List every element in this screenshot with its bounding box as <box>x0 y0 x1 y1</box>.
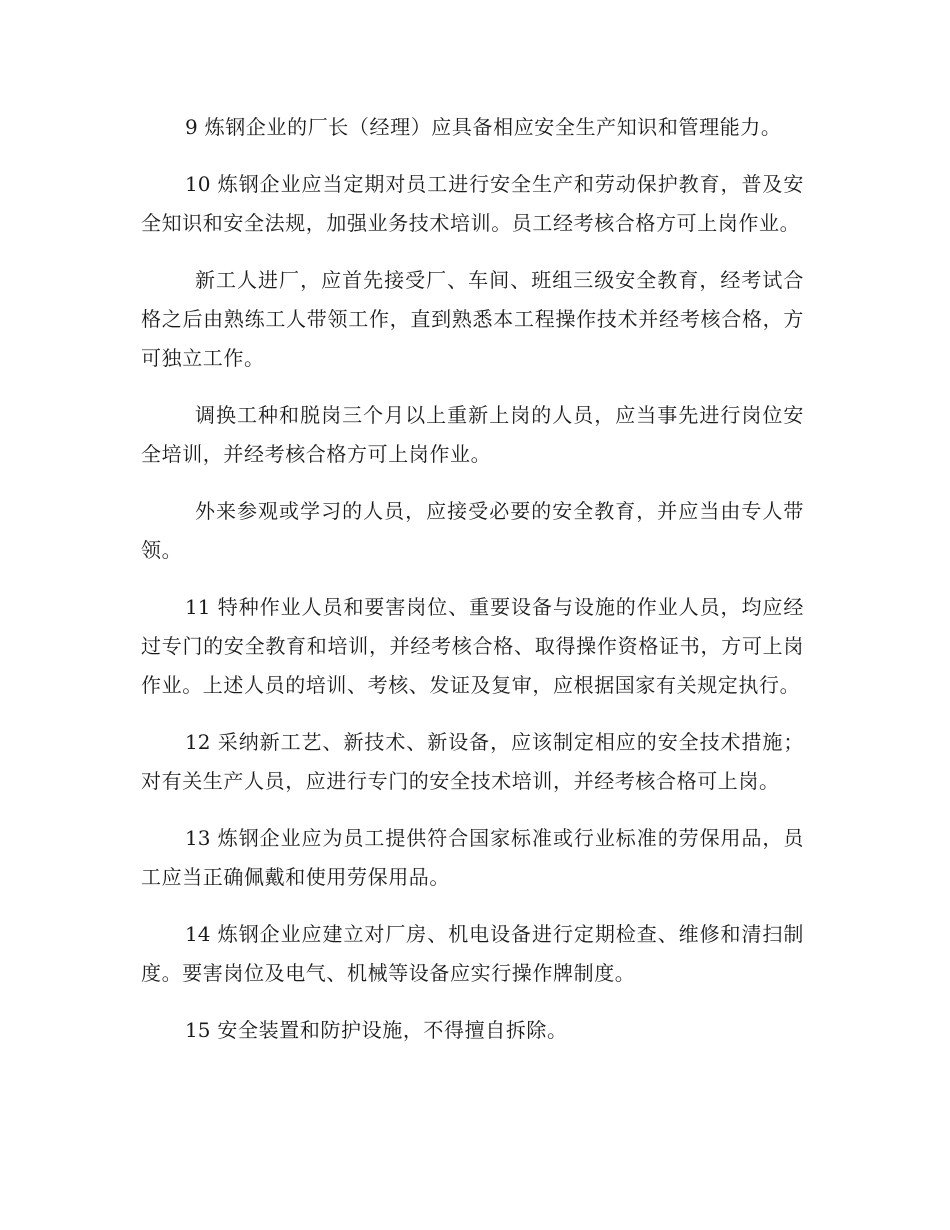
paragraph-15 <box>141 1011 804 1050</box>
paragraph-text: 安全装置和防护设施，不得擅自拆除。 <box>217 1018 568 1042</box>
clause-number: 15 <box>185 1018 211 1042</box>
paragraph-new-workers <box>141 261 804 378</box>
paragraph-text: 调换工种和脱岗三个月以上重新上岗的人员，应当事先进行岗位安全培训，并经考核合格方可上岗作业。 <box>141 403 804 466</box>
clause-number: 12 <box>185 730 211 754</box>
paragraph-text: 炼钢企业的厂长（经理）应具备相应安全生产知识和管理能力。 <box>204 115 782 139</box>
paragraph-text: 炼钢企业应当定期对员工进行安全生产和劳动保护教育，普及安全知识和安全法规，加强业务技术培训。员工经考核合格方可上岗作业。 <box>141 172 804 235</box>
clause-number: 13 <box>185 826 211 850</box>
paragraph-text: 采纳新工艺、新技术、新设备，应该制定相应的安全技术措施；对有关生产人员，应进行专门的安全技术培训，并经考核合格可上岗。 <box>141 730 804 793</box>
clause-number: 14 <box>185 922 211 946</box>
paragraph-text: 新工人进厂，应首先接受厂、车间、班组三级安全教育，经考试合格之后由熟练工人带领工作，直到熟悉本工程操作技术并经考核合格，方可独立工作。 <box>141 268 804 370</box>
paragraph-9 <box>141 108 804 147</box>
paragraph-job-change <box>141 396 804 474</box>
paragraph-text: 特种作业人员和要害岗位、重要设备与设施的作业人员，均应经过专门的安全教育和培训，并经考核合格、取得操作资格证书，方可上岗作业。上述人员的培训、考核、发证及复审，应根据国家有关规定执行。 <box>141 595 804 697</box>
paragraph-text: 炼钢企业应建立对厂房、机电设备进行定期检查、维修和清扫制度。要害岗位及电气、机械等设备应实行操作牌制度。 <box>141 922 804 985</box>
paragraph-10 <box>141 165 804 243</box>
paragraph-text: 炼钢企业应为员工提供符合国家标准或行业标准的劳保用品，员工应当正确佩戴和使用劳保用品。 <box>141 826 804 889</box>
paragraph-14 <box>141 915 804 993</box>
paragraph-visitors <box>141 492 804 570</box>
clause-number: 11 <box>185 595 211 619</box>
clause-number: 10 <box>185 172 211 196</box>
paragraph-12 <box>141 723 804 801</box>
paragraph-11 <box>141 588 804 705</box>
paragraph-text: 外来参观或学习的人员，应接受必要的安全教育，并应当由专人带领。 <box>141 499 804 562</box>
clause-number: 9 <box>185 115 198 139</box>
paragraph-13 <box>141 819 804 897</box>
